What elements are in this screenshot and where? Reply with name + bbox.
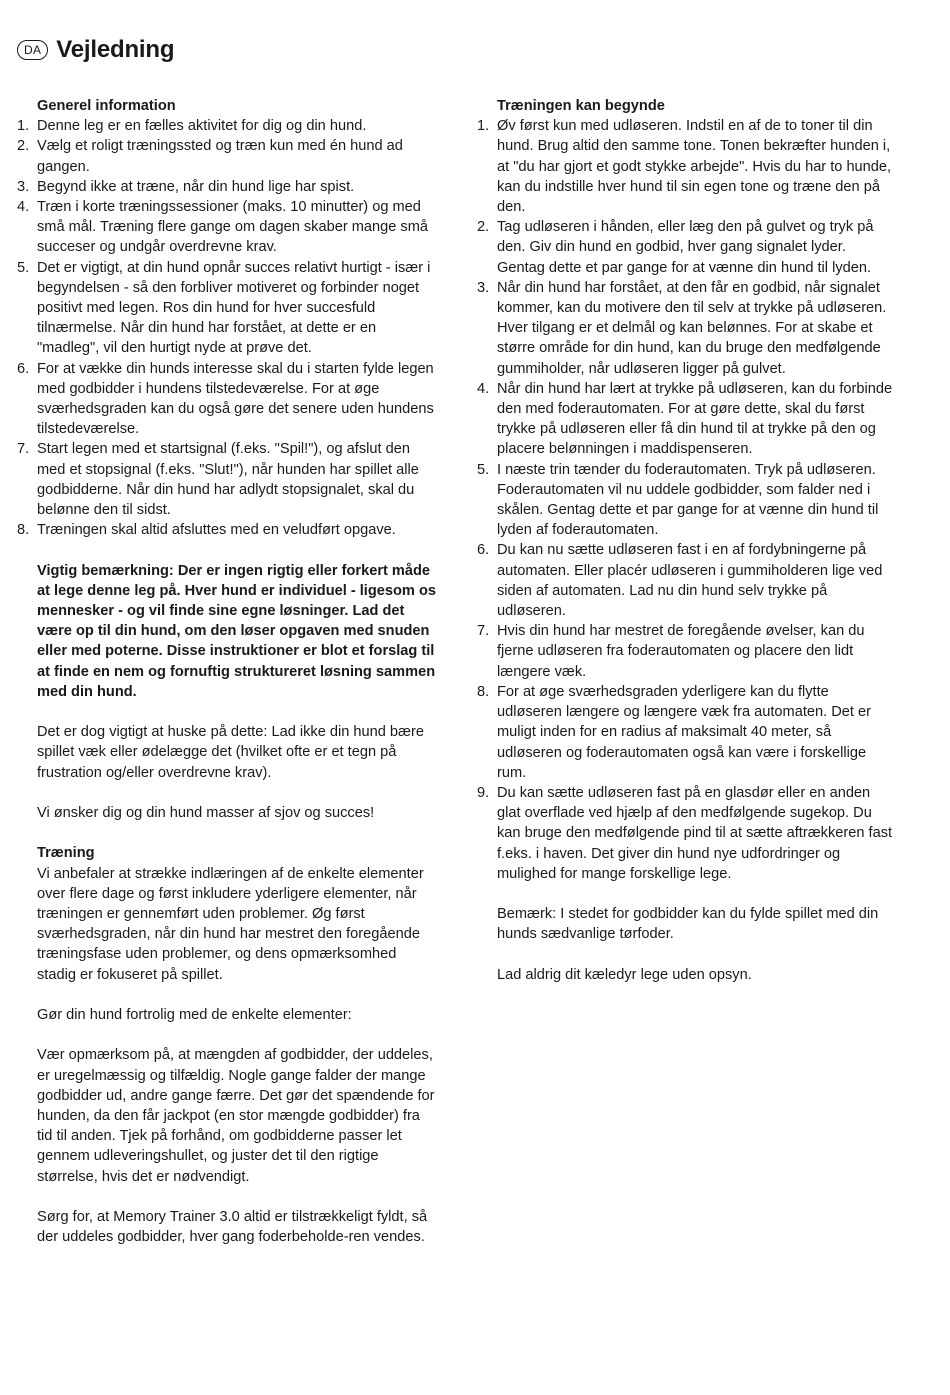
item-number: 7. — [477, 623, 490, 640]
item-text: Hvis din hund har mestret de foregående øvelser, kan du fjerne udløseren fra foderautomaten og placere den lidt længere væk. — [497, 623, 865, 680]
item-text: Start legen med et startsignal (f.eks. "Spil!"), og afslut den med et stopsignal (f.eks. "Slut!"), når hunden har spillet alle godbidderne. Når din hund har adlydt stopsignalet, skal du belønne den til sidst. — [37, 441, 419, 519]
item-number: 5. — [477, 461, 490, 478]
training-paragraph: Vi anbefaler at strække indlæringen af de enkelte elementer over flere dage og først inkludere yderligere elementer, når træningen er gennemført uden problemer. Øg først sværhedsgraden, når din hund har mestret den foregående træningsfase uden problemer, og dens opmærksomhed stadig er fokuseret på spillet. — [37, 865, 424, 983]
list-item — [17, 177, 437, 197]
item-text: I næste trin tænder du foderautomaten. Tryk på udløseren. Foderautomaten vil nu uddele godbidder, som falder ned i skålen. Gentag dette et par gange for at vænne din hund til lyden af foderautomaten. — [497, 461, 879, 539]
list-item — [477, 540, 897, 621]
item-number: 1. — [17, 118, 30, 135]
left-column — [17, 96, 437, 1247]
item-text: Det er vigtigt, at din hund opnår succes relativt hurtigt - især i begyndelsen - så den forbliver motiveret og forbinder noget positivt med legen. Ros din hund for hver succesfuld tilnærmelse. Når din hund har forstået, at dette er en "madleg", vil den hurtigt nyde at prøve det. — [37, 259, 431, 357]
page-header — [17, 36, 174, 64]
item-text: For at øge sværhedsgraden yderligere kan du flytte udløseren længere og længere væk fra automaten. Det er muligt inden for en radius af maksimalt 40 meter, så udløseren og foderautomaten også kan være i forskellige rum. — [497, 683, 871, 781]
list-item — [17, 359, 437, 440]
item-number: 2. — [17, 138, 30, 155]
item-text: Denne leg er en fælles aktivitet for dig og din hund. — [37, 118, 367, 135]
item-number: 2. — [477, 219, 490, 236]
list-item — [17, 197, 437, 258]
item-text: Begynd ikke at træne, når din hund lige har spist. — [37, 178, 355, 195]
item-text: Træn i korte træningssessioner (maks. 10 minutter) og med små mål. Træning flere gange om dagen skaber mange små succeser og undgår overdrevne krav. — [37, 199, 428, 256]
item-number: 4. — [477, 380, 490, 397]
important-note: Vigtig bemærkning: Der er ingen rigtig eller forkert måde at lege denne leg på. Hver hund er individuel - ligesom os mennesker - og vil finde sine egne løsninger. Lad det være op til din hund, om den løser opgaven med snuden eller med poterne. Disse instruktioner er blot et forslag til at finde en nem og fornuftig struktureret løsning sammen med din hund. — [37, 562, 436, 700]
item-text: For at vække din hunds interesse skal du i starten fylde legen med godbidder i hundens tilstedeværelse. For at øge sværhedsgraden kan du også gøre det senere uden hundens tilstedeværelse. — [37, 360, 434, 438]
training-heading: Træning — [37, 845, 95, 862]
item-number: 3. — [17, 178, 30, 195]
item-text: Øv først kun med udløseren. Indstil en af de to toner til din hund. Brug altid den samme tone. Tonen bekræfter hunden i, at "du har gjort et godt stykke arbejde". Hvis du har to hunde, kan du indstille hver hund til sin egen tone og træne den på den. — [497, 118, 892, 216]
list-item — [477, 116, 897, 217]
attention-paragraph: Vær opmærksom på, at mængden af godbidder, der uddeles, er uregelmæssig og tilfældig. Nogle gange falder der mange godbidder ud, andre gange færre. Det gør det spændende for hunden, da den får jackpot (en stor mængde godbidder) fra tid til anden. Tjek på forhånd, om godbidderne passer let gennem udleveringshullet, og juster det til den rigtige størrelse, hvis det er nødvendigt. — [37, 1047, 435, 1185]
item-number: 4. — [17, 199, 30, 216]
list-item — [477, 379, 897, 460]
item-number: 5. — [17, 259, 30, 276]
general-info-list — [17, 116, 437, 540]
item-number: 6. — [477, 542, 490, 559]
item-text: Tag udløseren i hånden, eller læg den på gulvet og tryk på den. Giv din hund en godbid, hver gang signalet lyder. Gentag dette et par gange for at vænne din hund til lyden. — [497, 219, 874, 276]
list-item — [17, 136, 437, 176]
item-text: Når din hund har lært at trykke på udløseren, kan du forbinde den med foderautomaten. For at gøre dette, skal du først trykke på udløseren eller få din hund til at trykke på den og placere belønningen i maddispenseren. — [497, 380, 893, 458]
language-badge: DA — [17, 40, 48, 60]
right-column — [477, 96, 897, 985]
list-item — [17, 258, 437, 359]
item-number: 8. — [17, 522, 30, 539]
item-number: 9. — [477, 784, 490, 801]
familiarize-paragraph: Gør din hund fortrolig med de enkelte elementer: — [37, 1007, 352, 1024]
wish-paragraph: Vi ønsker dig og din hund masser af sjov og succes! — [37, 805, 375, 822]
remember-paragraph: Det er dog vigtigt at huske på dette: Lad ikke din hund bære spillet væk eller ødelægge det (hvilket ofte er et tegn på frustration og/eller overdrevne krav). — [37, 724, 424, 781]
item-text: Vælg et roligt træningssted og træn kun med én hund ad gangen. — [37, 138, 403, 175]
list-item — [477, 621, 897, 682]
training-begin-heading: Træningen kan begynde — [497, 98, 665, 114]
list-item — [477, 278, 897, 379]
general-info-heading: Generel information — [37, 98, 176, 114]
item-text: Træningen skal altid afsluttes med en veludført opgave. — [37, 522, 396, 539]
item-number: 7. — [17, 441, 30, 458]
training-steps-list — [477, 116, 897, 884]
item-text: Du kan nu sætte udløseren fast i en af fordybningerne på automaten. Eller placér udløseren i gummiholderen lige ved siden af automaten. Lad nu din hund selv trykke på udløseren. — [497, 542, 883, 620]
list-item — [477, 783, 897, 884]
list-item — [17, 116, 437, 136]
page-title: Vejledning — [56, 36, 175, 63]
item-text: Når din hund har forstået, at den får en godbid, når signalet kommer, kan du motivere den til selv at trykke på udløseren. Hver tilgang er et delmål og kan belønnes. For at skabe et større område for din hund, kan du bruge den medfølgende gummiholder, når udløseren ligger på gulvet. — [497, 279, 887, 377]
ensure-paragraph: Sørg for, at Memory Trainer 3.0 altid er tilstrækkeligt fyldt, så der uddeles godbidder, hver gang foderbeholde-ren vendes. — [37, 1209, 428, 1246]
list-item — [477, 217, 897, 278]
item-number: 8. — [477, 683, 490, 700]
item-number: 3. — [477, 279, 490, 296]
warning-paragraph: Lad aldrig dit kæledyr lege uden opsyn. — [497, 966, 752, 983]
list-item — [477, 460, 897, 541]
item-number: 6. — [17, 360, 30, 377]
item-number: 1. — [477, 118, 490, 135]
item-text: Du kan sætte udløseren fast på en glasdør eller en anden glat overflade ved hjælp af den medfølgende sugekop. Du kan bruge den medfølgende pind til at sætte aftrækkeren fast f.eks. i haven. Det giver din hund nye udfordringer og mulighed for mange forskellige lege. — [497, 784, 893, 882]
list-item — [17, 439, 437, 520]
note-paragraph: Bemærk: I stedet for godbidder kan du fylde spillet med din hunds sædvanlige tørfoder. — [497, 906, 879, 943]
list-item — [477, 682, 897, 783]
list-item — [17, 520, 437, 540]
